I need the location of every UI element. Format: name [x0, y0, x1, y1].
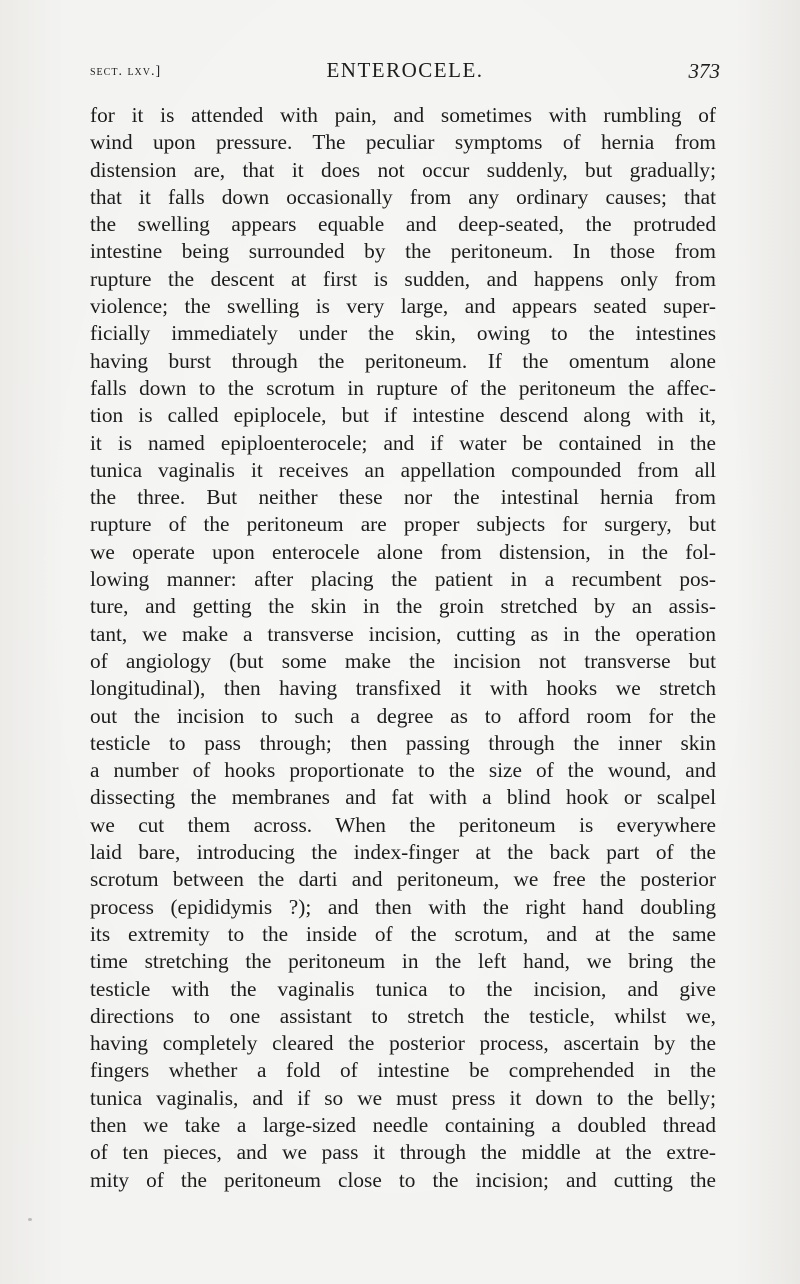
text-line: wind upon pressure. The peculiar symptoms of hernia from: [90, 130, 716, 155]
text-line: for it is attended with pain, and sometimes with rumbling of: [90, 103, 716, 127]
text-line: mity of the peritoneum close to the incision; and cutting the: [90, 1167, 716, 1192]
text-line: tunica vaginalis it receives an appellation compounded from all: [90, 457, 716, 482]
text-line: we operate upon enterocele alone from distension, in the fol-: [90, 539, 716, 564]
text-line: of angiology (but some make the incision not transverse but: [90, 648, 716, 673]
text-line: ficially immediately under the skin, owing to the intestines: [90, 321, 716, 346]
page-number: 373: [688, 59, 720, 83]
body-text: [90, 102, 716, 1194]
text-line: testicle with the vaginalis tunica to the incision, and give: [90, 976, 716, 1001]
text-line: directions to one assistant to stretch the testicle, whilst we,: [90, 1003, 716, 1028]
chapter-title: ENTEROCELE.: [326, 58, 484, 82]
paper-speck: [28, 1218, 32, 1221]
text-line: laid bare, introducing the index-finger at the back part of the: [90, 840, 716, 865]
text-line: rupture of the peritoneum are proper subjects for surgery, but: [90, 512, 716, 537]
text-line: having burst through the peritoneum. If the omentum alone: [90, 348, 716, 373]
text-line: rupture the descent at first is sudden, and happens only from: [90, 266, 716, 291]
text-line: process (epididymis ?); and then with the right hand doubling: [90, 894, 716, 919]
text-line: time stretching the peritoneum in the left hand, we bring the: [90, 949, 716, 974]
text-line: tion is called epiplocele, but if intestine descend along with it,: [90, 403, 716, 428]
text-line: having completely cleared the posterior process, ascertain by the: [90, 1031, 716, 1056]
text-line: dissecting the membranes and fat with a blind hook or scalpel: [90, 785, 716, 810]
text-line: of ten pieces, and we pass it through the middle at the extre-: [90, 1140, 716, 1165]
text-line: scrotum between the darti and peritoneum, we free the posterior: [90, 867, 716, 892]
text-line: the three. But neither these nor the intestinal hernia from: [90, 485, 716, 510]
text-line: it is named epiploenterocele; and if water be contained in the: [90, 430, 716, 455]
text-line: a number of hooks proportionate to the size of the wound, and: [90, 758, 716, 783]
running-head: [90, 58, 720, 86]
text-line: its extremity to the inside of the scrotum, and at the same: [90, 921, 716, 946]
text-line: that it falls down occasionally from any ordinary causes; that: [90, 184, 716, 209]
text-line: lowing manner: after placing the patient in a recumbent pos-: [90, 567, 716, 592]
text-line: intestine being surrounded by the peritoneum. In those from: [90, 239, 716, 264]
text-line: tunica vaginalis, and if so we must press it down to the belly;: [90, 1085, 716, 1110]
text-line: violence; the swelling is very large, and appears seated super-: [90, 294, 716, 319]
section-label: sect. lxv.]: [90, 64, 162, 79]
text-line: we cut them across. When the peritoneum is everywhere: [90, 812, 716, 837]
text-line: falls down to the scrotum in rupture of the peritoneum the affec-: [90, 375, 716, 400]
text-line: out the incision to such a degree as to afford room for the: [90, 703, 716, 728]
text-line: ture, and getting the skin in the groin stretched by an assis-: [90, 594, 716, 619]
text-line: the swelling appears equable and deep-seated, the protruded: [90, 212, 716, 237]
text-line: testicle to pass through; then passing through the inner skin: [90, 730, 716, 755]
text-line: fingers whether a fold of intestine be comprehended in the: [90, 1058, 716, 1083]
text-line: distension are, that it does not occur suddenly, but gradually;: [90, 157, 716, 182]
text-line: tant, we make a transverse incision, cutting as in the operation: [90, 621, 716, 646]
text-line: then we take a large-sized needle containing a doubled thread: [90, 1112, 716, 1137]
text-line: longitudinal), then having transfixed it with hooks we stretch: [90, 676, 716, 701]
